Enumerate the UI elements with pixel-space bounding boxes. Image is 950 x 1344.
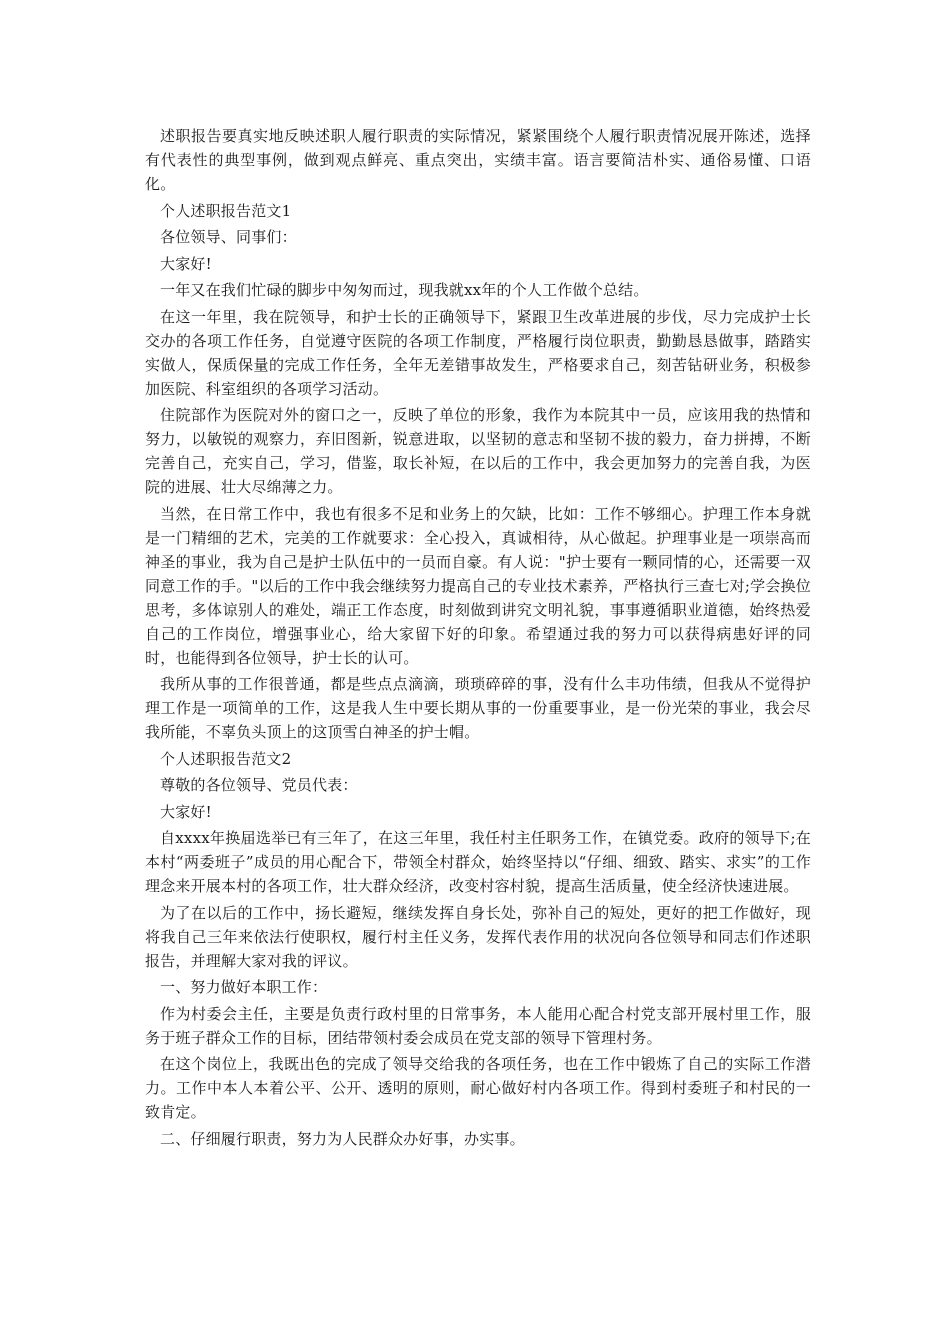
body-paragraph: 住院部作为医院对外的窗口之一，反映了单位的形象，我作为本院其中一员，应该用我的热情和努力，以敏锐的观察力，弃旧图新，锐意进取，以坚韧的意志和坚韧不拔的毅力，奋力拼搏，不断完善自己，充实自己，学习，借鉴，取长补短，在以后的工作中，我会更加努力的完善自我，为医院的进展、壮大尽绵薄之力。 bbox=[145, 406, 811, 496]
subsection-heading: 一、努力做好本职工作： bbox=[160, 978, 328, 996]
document-page bbox=[145, 124, 811, 1153]
body-paragraph: 一年又在我们忙碌的脚步中匆匆而过，现我就xx年的个人工作做个总结。 bbox=[160, 281, 649, 299]
body-paragraph: 自xxxx年换届选举已有三年了，在这三年里，我任村主任职务工作，在镇党委。政府的领导下;在本村“两委班子”成员的用心配合下，带领全村群众，始终坚持以“仔细、细致、踏实、求实”的工作理念来开展本村的各项工作，壮大群众经济，改变村容村貌，提高生活质量，使全经济快速进展。 bbox=[145, 829, 811, 895]
body-paragraph: 在这个岗位上，我既出色的完成了领导交给我的各项任务，也在工作中锻炼了自己的实际工作潜力。工作中本人本着公平、公开、透明的原则，耐心做好村内各项工作。得到村委班子和村民的一致肯定。 bbox=[145, 1055, 811, 1121]
section-title-example-2: 个人述职报告范文2 bbox=[160, 749, 292, 768]
subsection-heading: 二、仔细履行职责，努力为人民群众办好事，办实事。 bbox=[160, 1129, 525, 1148]
section-title-example-1: 个人述职报告范文1 bbox=[160, 201, 292, 220]
salutation: 尊敬的各位领导、党员代表： bbox=[160, 776, 358, 794]
body-paragraph: 当然，在日常工作中，我也有很多不足和业务上的欠缺，比如：工作不够细心。护理工作本身就是一门精细的艺术，完美的工作就要求：全心投入，真诚相待，从心做起。护理事业是一项崇高而神圣的事业，我为自己是护士队伍中的一员而自豪。有人说："护士要有一颗同情的心，还需要一双同意工作的手。"以后的工作中我会继续努力提高自己的专业技术素养，严格执行三查七对;学会换位思考，多体谅别人的难处，端正工作态度，时刻做到讲究文明礼貌，事事遵循职业道德，始终热爱自己的工作岗位，增强事业心，给大家留下好的印象。希望通过我的努力可以获得病患好评的同时，也能得到各位领导，护士长的认可。 bbox=[145, 504, 811, 667]
body-paragraph: 为了在以后的工作中，扬长避短，继续发挥自身长处，弥补自己的短处，更好的把工作做好，现将我自己三年来依法行使职权，履行村主任义务，发挥代表作用的状况向各位领导和同志们作述职报告，并理解大家对我的评议。 bbox=[145, 903, 811, 970]
intro-paragraph: 述职报告要真实地反映述职人履行职责的实际情况，紧紧围绕个人履行职责情况展开陈述，选择有代表性的典型事例，做到观点鲜亮、重点突出，实绩丰富。语言要简洁朴实、通俗易懂、口语化。 bbox=[145, 127, 811, 193]
greeting: 大家好! bbox=[160, 254, 212, 273]
greeting: 大家好! bbox=[160, 802, 212, 821]
body-paragraph: 作为村委会主任，主要是负责行政村里的日常事务，本人能用心配合村党支部开展村里工作，服务于班子群众工作的目标，团结带领村委会成员在党支部的领导下管理村务。 bbox=[145, 1004, 811, 1047]
salutation: 各位领导、同事们： bbox=[160, 228, 297, 246]
body-paragraph: 在这一年里，我在院领导，和护士长的正确领导下，紧跟卫生改革进展的步伐，尽力完成护士长交办的各项工作任务，自觉遵守医院的各项工作制度，严格履行岗位职责，勤勤恳恳做事，踏踏实实做人，保质保量的完成工作任务，全年无差错事故发生，严格要求自己，刻苦钻研业务，积极参加医院、科室组织的各项学习活动。 bbox=[145, 307, 811, 398]
body-paragraph: 我所从事的工作很普通，都是些点点滴滴，琐琐碎碎的事，没有什么丰功伟绩，但我从不觉得护理工作是一项简单的工作，这是我人生中要长期从事的一份重要事业，是一份光荣的事业，我会尽我所能，不辜负头顶上的这顶雪白神圣的护士帽。 bbox=[145, 675, 811, 741]
